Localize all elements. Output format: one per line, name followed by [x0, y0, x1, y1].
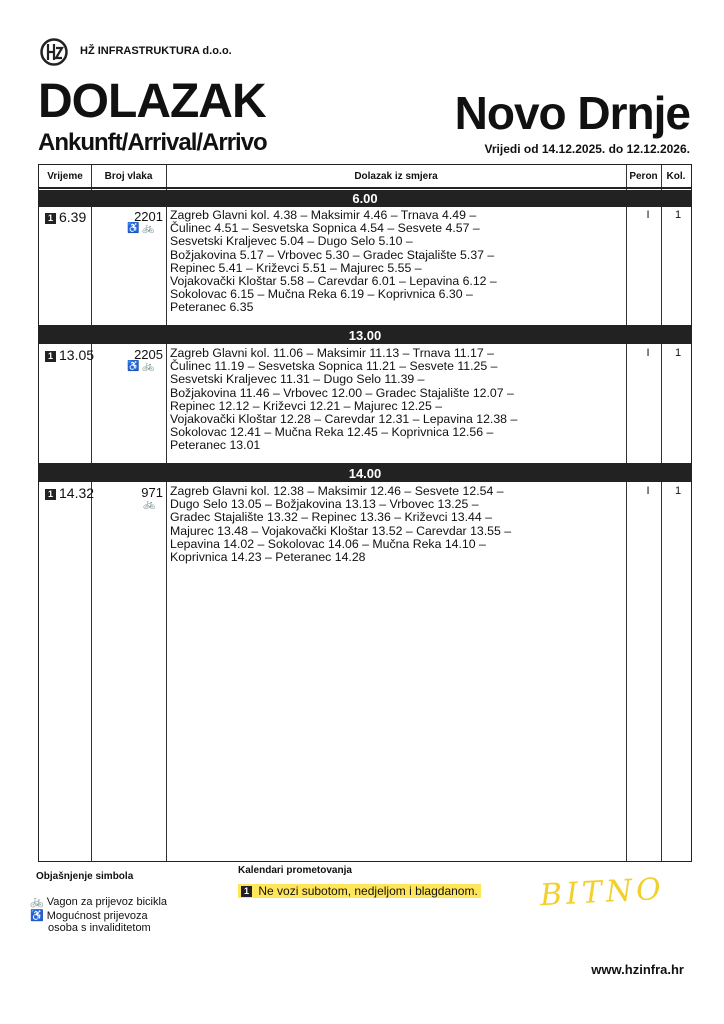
timetable — [38, 164, 692, 862]
calendar-badge: 1 — [241, 886, 252, 897]
stops-list: Zagreb Glavni kol. 4.38 – Maksimir 4.46 – Trnava 4.49 – Čulinec 4.51 – Sesvetska Sopnica 4.54 – Sesvete 4.57 – Sesvetski Kraljevec 5.04 – Dugo Selo 5.10 – Božjakovina 5.17 – Vrbovec 5.30 – Gradec Stajalište 5.37 – Repinec 5.41 – Križevci 5.51 – Majurec 5.55 – Vojakovački Kloštar 5.58 – Carevdar 6.01 – Lepavina 6.12 – Sokolovac 6.15 – Mučna Reka 6.19 – Koprivnica 6.30 – Peteranec 6.35 — [170, 208, 497, 315]
legend-wheelchair-cont: osoba s invaliditetom — [48, 922, 151, 934]
accessibility-icons: 🚲 — [143, 499, 156, 510]
col-header-peron: Peron — [626, 165, 661, 188]
calendar-title: Kalendari prometovanja — [238, 865, 352, 876]
hour-band: 13.00 — [39, 327, 691, 344]
kol-value: 1 — [674, 485, 682, 497]
footer-url[interactable]: www.hzinfra.hr — [591, 962, 684, 977]
stops-list: Zagreb Glavni kol. 12.38 – Maksimir 12.46 – Sesvete 12.54 – Dugo Selo 13.05 – Božjakovina 13.13 – Vrbovec 13.25 – Gradec Stajalište 13.32 – Repinec 13.36 – Križevci 13.44 – Majurec 13.48 – Vojakovački Kloštar 13.52 – Carevdar 13.55 – Lepavina 14.02 – Sokolovac 14.06 – Mučna Reka 14.10 – Koprivnica 14.23 – Peteranec 14.28 — [170, 484, 512, 565]
peron-value: I — [646, 347, 650, 359]
col-header-train: Broj vlaka — [91, 165, 166, 188]
kol-value: 1 — [674, 209, 682, 221]
peron-value: I — [646, 485, 650, 497]
arrival-time: 1 6.39 — [45, 209, 86, 225]
page-title: DOLAZAK — [38, 75, 266, 128]
calendar-badge: 1 — [45, 351, 56, 362]
arrival-time: 1 14.32 — [45, 485, 94, 501]
col-header-from: Dolazak iz smjera — [166, 165, 626, 188]
legend-wheelchair: ♿ Mogućnost prijevoza — [30, 910, 148, 922]
arrival-time: 1 13.05 — [45, 347, 94, 363]
kol-value: 1 — [674, 347, 682, 359]
hour-band: 6.00 — [39, 190, 691, 207]
wheelchair-icon: ♿ — [30, 910, 44, 922]
train-number: 2205 — [134, 347, 163, 362]
company-name: HŽ INFRASTRUKTURA d.o.o. — [80, 45, 232, 57]
bicycle-icon: 🚲 — [30, 896, 44, 908]
hz-logo-icon — [40, 38, 68, 66]
col-header-time: Vrijeme — [39, 165, 91, 188]
legend-bike: 🚲 Vagon za prijevoz bicikla — [30, 896, 168, 908]
train-number: 2201 — [134, 209, 163, 224]
train-number: 971 — [141, 485, 163, 500]
calendar-badge: 1 — [45, 213, 56, 224]
stops-list: Zagreb Glavni kol. 11.06 – Maksimir 11.13 – Trnava 11.17 – Čulinec 11.19 – Sesvetska Sopnica 11.21 – Sesvete 11.25 – Sesvetski Kraljevec 11.31 – Dugo Selo 11.39 – Božjakovina 11.46 – Vrbovec 12.00 – Gradec Stajalište 12.07 – Repinec 12.12 – Križevci 12.21 – Majurec 12.25 – Vojakovački Kloštar 12.28 – Carevdar 12.31 – Lepavina 12.38 – Sokolovac 12.41 – Mučna Reka 12.45 – Koprivnica 12.56 – Peteranec 13.01 — [170, 346, 518, 453]
peron-value: I — [646, 209, 650, 221]
station-name: Novo Drnje — [454, 87, 690, 139]
calendar-note: 1 Ne vozi subotom, nedjeljom i blagdanom. — [238, 884, 481, 898]
calendar-badge: 1 — [45, 489, 56, 500]
legend-title: Objašnjenje simbola — [36, 871, 134, 882]
handwritten-note: BITNO — [539, 871, 666, 914]
page-subtitle: Ankunft/Arrival/Arrivo — [38, 129, 267, 156]
validity-period: Vrijedi od 14.12.2025. do 12.12.2026. — [484, 142, 690, 156]
accessibility-icons: ♿ 🚲 — [127, 223, 155, 234]
col-header-kol: Kol. — [661, 165, 691, 188]
hour-band: 14.00 — [39, 465, 691, 482]
accessibility-icons: ♿ 🚲 — [127, 361, 155, 372]
